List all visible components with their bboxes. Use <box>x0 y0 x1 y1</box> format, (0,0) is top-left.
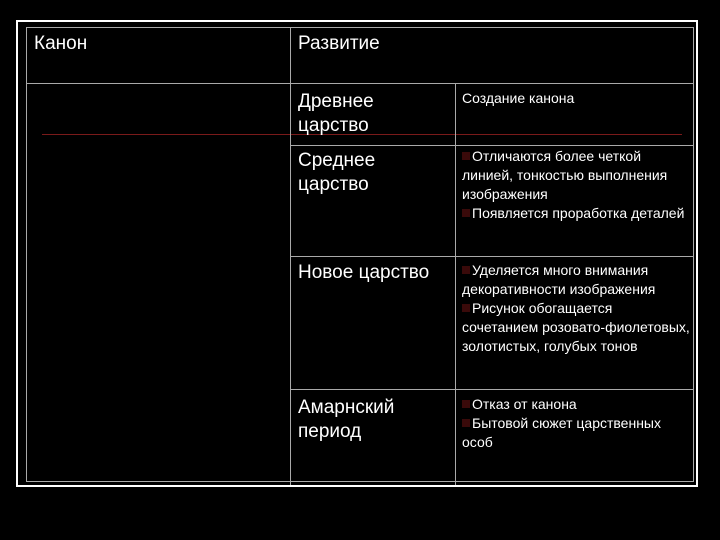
description-amarna <box>462 395 687 452</box>
bullet-icon <box>462 400 470 408</box>
col-divider-2 <box>290 27 291 485</box>
row-divider-3 <box>290 389 694 390</box>
period-amarna: Амарнский период <box>298 397 395 442</box>
row-divider-2 <box>290 256 694 257</box>
description-new-kingdom <box>462 261 690 356</box>
bullet-item <box>462 395 687 414</box>
header-divider <box>26 83 694 84</box>
bullet-icon <box>462 266 470 274</box>
col-divider-right <box>693 27 694 482</box>
bullet-icon <box>462 419 470 427</box>
bullet-text: Уделяется много внимания декоративности изображения <box>462 262 656 297</box>
bullet-item <box>462 414 687 452</box>
bullet-item <box>462 147 687 204</box>
description-middle-kingdom <box>462 147 687 223</box>
table-top-border <box>26 27 694 28</box>
bullet-text: Бытовой сюжет царственных особ <box>462 415 661 450</box>
bullet-item <box>462 299 690 356</box>
header-development: Развитие <box>298 33 380 54</box>
row-divider-1 <box>290 145 694 146</box>
bullet-icon <box>462 152 470 160</box>
period-new-kingdom: Новое царство <box>298 262 430 283</box>
bullet-text: Отказ от канона <box>472 396 577 412</box>
bullet-text: Рисунок обогащается сочетанием розовато-фиолетовых, золотистых, голубых тонов <box>462 300 690 354</box>
period-old-kingdom: Древнее царство <box>298 91 374 136</box>
table-bottom-border <box>26 481 694 482</box>
bullet-text: Появляется проработка деталей <box>472 205 685 221</box>
col-divider-1 <box>26 27 27 482</box>
period-middle-kingdom: Среднее царство <box>298 150 376 195</box>
bullet-item <box>462 204 687 223</box>
col-divider-3 <box>455 84 456 485</box>
header-canon: Канон <box>34 33 88 54</box>
bullet-text: Отличаются более четкой линией, тонкостью выполнения изображения <box>462 148 668 202</box>
bullet-icon <box>462 209 470 217</box>
bullet-icon <box>462 304 470 312</box>
bullet-item <box>462 261 690 299</box>
description-text: Создание канона <box>462 90 575 106</box>
description-old-kingdom <box>462 89 687 108</box>
